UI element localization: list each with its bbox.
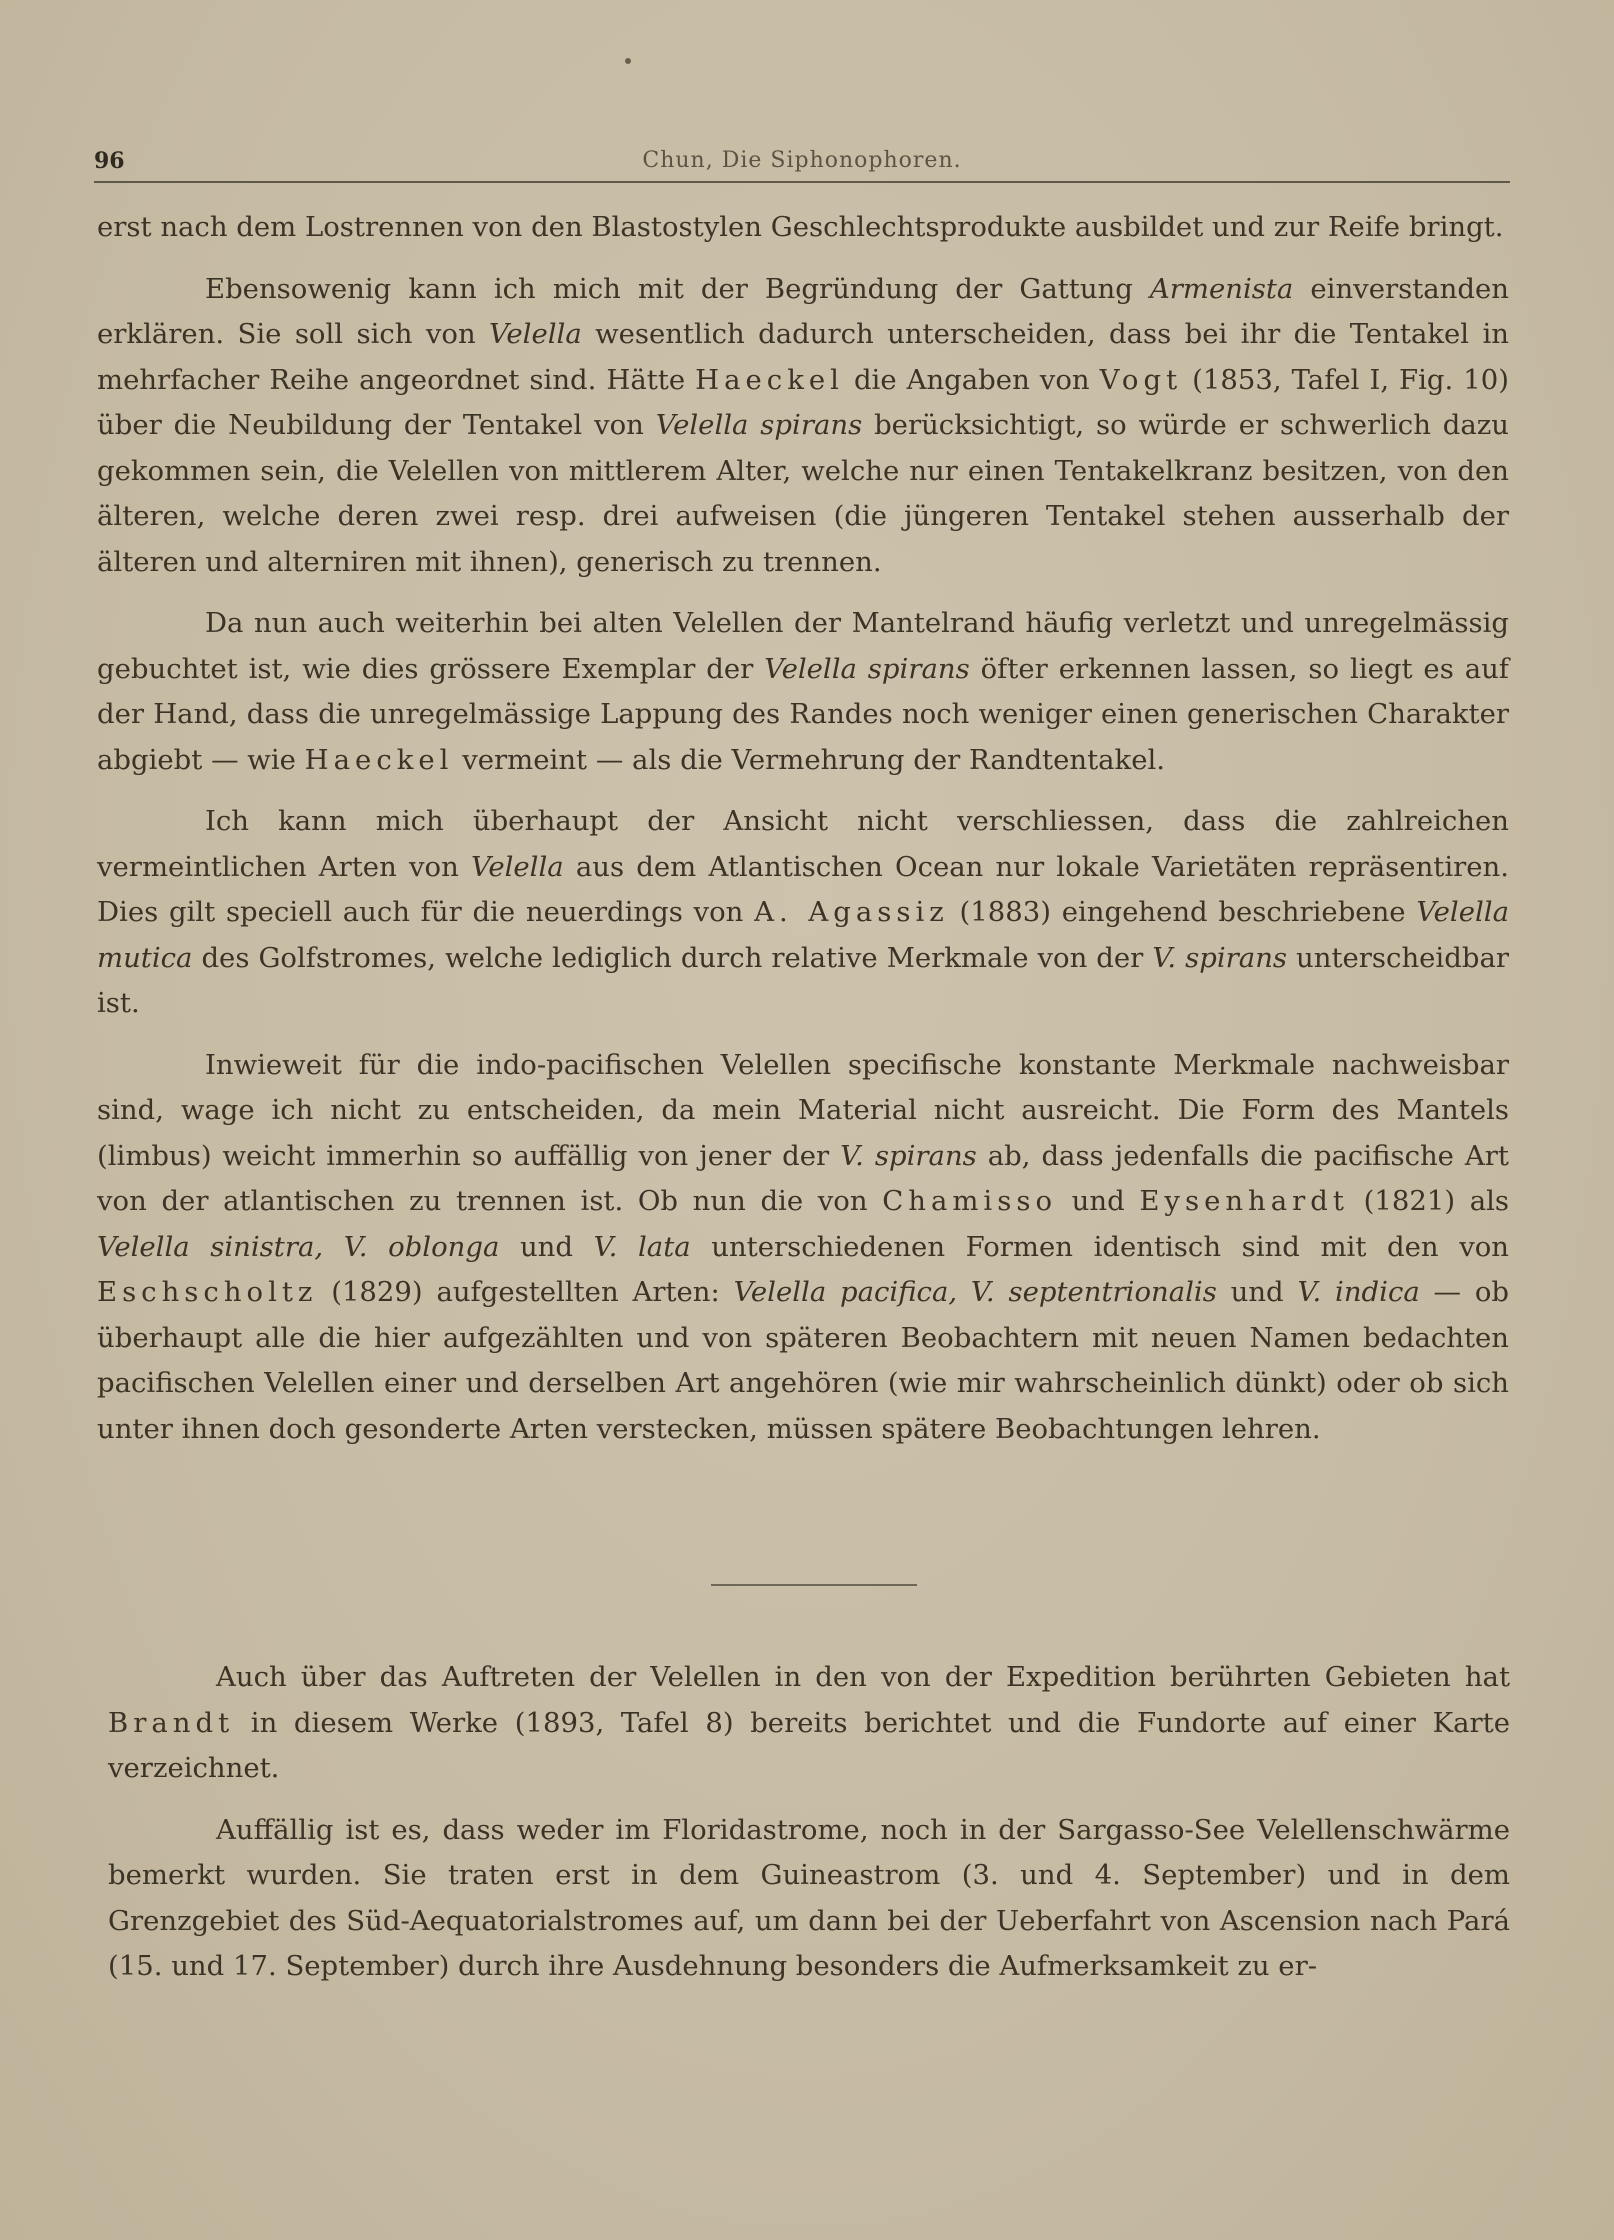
header-rule	[94, 181, 1510, 183]
species-name: V. indica	[1297, 1276, 1420, 1308]
author-name: Brandt	[108, 1706, 235, 1739]
ink-speck	[625, 58, 631, 64]
species-name: V. lata	[593, 1230, 691, 1263]
genus-name: Armenista	[1149, 272, 1294, 305]
text-run: Ich kann mich überhaupt der Ansicht nicht verschliessen, dass die zahlreichen vermeintlichen Arten von	[97, 805, 1509, 883]
text-run: unterscheidbar ist.	[97, 941, 1509, 1019]
text-run: (1853, Tafel I, Fig. 10) über die Neubildung der Tentakel von	[97, 363, 1510, 441]
text-run: Ebensowenig kann ich mich mit der Begründung der Gattung	[205, 272, 1150, 305]
text-run: — ob überhaupt alle die hier aufgezählten und von späteren Beobachtern mit neuen Namen bedachten pacifischen Velellen einer und derselben Art angehören (wie mir wahrscheinlich dünkt) oder ob sich unter ihnen doch gesonderte Arten verstecken, müssen spätere Beobachtungen lehren.	[97, 1276, 1509, 1445]
text-run: (1829) aufgestellten Arten:	[317, 1276, 734, 1308]
author-name: Eysenhardt	[1139, 1185, 1349, 1217]
genus-name: Velella	[471, 850, 564, 883]
paragraph-6	[108, 1808, 1510, 1990]
text-run: einverstanden erklären. Sie soll sich von	[97, 272, 1509, 350]
paragraph-5	[108, 1655, 1510, 1792]
text-run: vermeint — als die Vermehrung der Randtentakel.	[453, 743, 1166, 776]
text-run: und	[1057, 1185, 1140, 1217]
text-run: (1821) als	[1348, 1185, 1510, 1217]
author-name: Haeckel	[695, 363, 844, 396]
species-name: V. spirans	[1152, 941, 1288, 974]
text-run: (1883) eingehend beschriebene	[948, 896, 1417, 928]
author-name: A. Agassiz	[754, 896, 949, 928]
text-run: öfter erkennen lassen, so liegt es auf der Hand, dass die unregelmässige Lappung des Randes noch weniger einen generischen Charakter abgiebt — wie	[97, 652, 1509, 776]
author-name: Chamisso	[882, 1185, 1058, 1217]
text-run: unterschiedenen Formen identisch sind mit den von	[690, 1230, 1509, 1263]
paragraph-text: erst nach dem Lostrennen von den Blastostylen Geschlechtsprodukte ausbildet und zur Reife bringt.	[97, 211, 1504, 243]
text-run: berücksichtigt, so würde er schwerlich dazu gekommen sein, die Velellen von mittlerem Alter, welche nur einen Tentakelkranz besitzen, von den älteren, welche deren zwei resp. drei aufweisen (die jüngeren Tentakel stehen ausserhalb der älteren und alterniren mit ihnen), generisch zu trennen.	[97, 409, 1509, 578]
text-run: und	[1216, 1276, 1298, 1308]
section-divider	[711, 1584, 917, 1586]
species-name: Velella spirans	[655, 409, 863, 441]
text-run: des Golfstromes, welche lediglich durch relative Merkmale von der	[192, 941, 1153, 974]
paragraph-2	[97, 601, 1509, 783]
paragraph-text: Auffällig ist es, dass weder im Floridastrome, noch in der Sargasso-See Velellenschwärme bemerkt wurden. Sie traten erst in dem Guineastrom (3. und 4. September) und in dem Grenzgebiet des Süd-Aequatorialstromes auf, um dann bei der Ueberfahrt von Ascension nach Pará (15. und 17. September) durch ihre Ausdehnung besonders die Aufmerksamkeit zu er-	[108, 1813, 1510, 1982]
text-run: ab, dass jedenfalls die pacifische Art von der atlantischen zu trennen ist. Ob nun die von	[97, 1139, 1509, 1217]
species-name: V. spirans	[840, 1139, 977, 1172]
paragraph-1	[97, 267, 1509, 586]
text-run: Da nun auch weiterhin bei alten Velellen der Mantelrand häufig verletzt und unregelmässig gebuchtet ist, wie dies grössere Exemplar der	[97, 607, 1509, 685]
author-name: Eschscholtz	[97, 1276, 318, 1308]
text-run: die Angaben von	[843, 363, 1100, 396]
text-run: und	[499, 1230, 594, 1263]
species-name: Velella pacifica, V. septentrionalis	[733, 1276, 1217, 1308]
body-text-lower	[108, 1655, 1510, 2006]
page-header	[94, 148, 1510, 182]
paragraph-4	[97, 1043, 1509, 1453]
running-title: Chun, Die Siphonophoren.	[642, 148, 962, 173]
text-run: Auch über das Auftreten der Velellen in den von der Expedition berührten Gebieten hat	[216, 1661, 1510, 1693]
paragraph-3	[97, 799, 1509, 1027]
paragraph-0	[97, 205, 1509, 251]
genus-name: Velella	[489, 318, 582, 350]
author-name: Vogt	[1099, 363, 1183, 396]
page-number: 96	[94, 148, 125, 174]
species-name: Velella sinistra, V. oblonga	[97, 1230, 500, 1263]
text-run: in diesem Werke (1893, Tafel 8) bereits berichtet und die Fundorte auf einer Karte verzeichnet.	[108, 1706, 1510, 1784]
species-name: Velella spirans	[764, 652, 970, 685]
body-text-upper	[97, 205, 1509, 1468]
text-run: wesentlich dadurch unterscheiden, dass bei ihr die Tentakel in mehrfacher Reihe angeordnet sind. Hätte	[97, 318, 1509, 396]
text-run: aus dem Atlantischen Ocean nur lokale Varietäten repräsentiren. Dies gilt speciell auch für die neuerdings von	[97, 850, 1509, 928]
species-name: Velella mutica	[97, 896, 1509, 974]
text-run: Inwieweit für die indo-pacifischen Velellen specifische konstante Merkmale nachweisbar sind, wage ich nicht zu entscheiden, da mein Material nicht ausreicht. Die Form des Mantels (limbus) weicht immerhin so auffällig von jener der	[97, 1048, 1509, 1172]
author-name: Haeckel	[304, 743, 454, 776]
